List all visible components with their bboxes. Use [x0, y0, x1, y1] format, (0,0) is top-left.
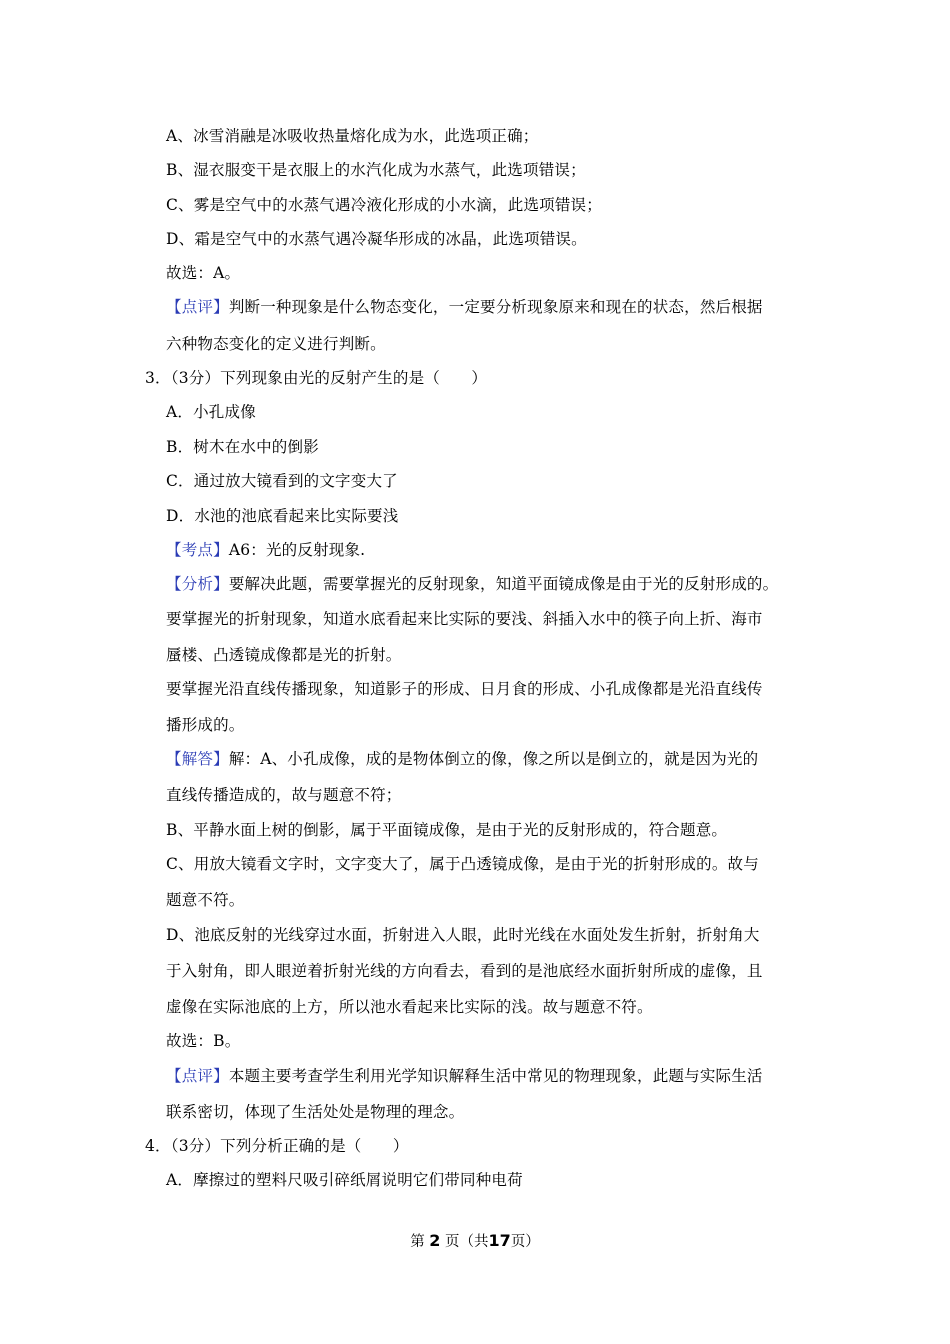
- q3-jieda: [166, 749, 758, 769]
- q3-fenxi-2: 要掌握光的折射现象，知道水底看起来比实际的要浅、斜插入水中的筷子向上折、海市: [166, 610, 763, 628]
- fenxi-tag: 【分析】: [166, 575, 229, 593]
- q3-jieda-4: C、用放大镜看文字时，文字变大了，属于凸透镜成像，是由于光的折射形成的。故与: [166, 855, 759, 873]
- q2-analysis-c: C、雾是空气中的水蒸气遇冷液化形成的小水滴，此选项错误；: [166, 196, 602, 214]
- q3-kaodian: [166, 540, 365, 560]
- q2-comment: [166, 297, 763, 317]
- q3-fenxi-5: 播形成的。: [166, 716, 245, 734]
- q3-option-b: B．树木在水中的倒影: [166, 438, 319, 456]
- q3-fenxi-4: 要掌握光沿直线传播现象，知道影子的形成、日月食的形成、小孔成像都是光沿直线传: [166, 680, 763, 698]
- q3-answer: 故选：B。: [166, 1032, 241, 1050]
- q3-jieda-6: D、池底反射的光线穿过水面，折射进入人眼，此时光线在水面处发生折射，折射角大: [166, 926, 760, 944]
- q2-analysis-d: D、霜是空气中的水蒸气遇冷凝华形成的冰晶，此选项错误。: [166, 230, 587, 248]
- jieda-tag: 【解答】: [166, 750, 229, 768]
- q3-dianping: [166, 1066, 763, 1086]
- dianping-tag: 【点评】: [166, 1067, 229, 1085]
- q2-answer: 故选：A。: [166, 264, 241, 282]
- q3-jieda-2: 直线传播造成的，故与题意不符；: [166, 786, 402, 804]
- footer-prefix: 第: [410, 1234, 425, 1250]
- total-pages: 17: [488, 1231, 511, 1250]
- kaodian-tag: 【考点】: [166, 541, 229, 559]
- q4-option-a: A．摩擦过的塑料尺吸引碎纸屑说明它们带同种电荷: [166, 1171, 523, 1189]
- q3-fenxi-3: 蜃楼、凸透镜成像都是光的折射。: [166, 646, 402, 664]
- q3-jieda-5: 题意不符。: [166, 891, 245, 909]
- jieda-text: 解：A、小孔成像，成的是物体倒立的像，像之所以是倒立的，就是因为光的: [228, 750, 759, 768]
- q3-option-d: D．水池的池底看起来比实际要浅: [166, 507, 399, 525]
- q2-comment-cont: 六种物态变化的定义进行判断。: [166, 335, 386, 353]
- page-number: 2: [429, 1231, 441, 1250]
- page-footer: [0, 1230, 950, 1251]
- q3-option-c: C．通过放大镜看到的文字变大了: [166, 472, 398, 490]
- q2-analysis-b: B、湿衣服变干是衣服上的水汽化成为水蒸气，此选项错误；: [166, 161, 586, 179]
- q3-stem: 3．（3分）下列现象由光的反射产生的是（ ）: [145, 369, 488, 387]
- comment-tag: 【点评】: [166, 298, 229, 316]
- comment-text: 判断一种现象是什么物态变化，一定要分析现象原来和现在的状态，然后根据: [228, 298, 763, 316]
- q2-analysis-a: A、冰雪消融是冰吸收热量熔化成为水，此选项正确；: [166, 127, 539, 145]
- kaodian-text: A6：光的反射现象.: [228, 541, 366, 559]
- q3-jieda-7: 于入射角，即人眼逆着折射光线的方向看去，看到的是池底经水面折射所成的虚像，且: [166, 962, 763, 980]
- q3-fenxi: [166, 574, 778, 594]
- fenxi-text: 要解决此题，需要掌握光的反射现象，知道平面镜成像是由于光的反射形成的。: [228, 575, 779, 593]
- q3-jieda-8: 虚像在实际池底的上方，所以池水看起来比实际的浅。故与题意不符。: [166, 998, 653, 1016]
- dianping-text: 本题主要考查学生利用光学知识解释生活中常见的物理现象，此题与实际生活: [228, 1067, 763, 1085]
- footer-suffix: 页）: [510, 1234, 540, 1250]
- q3-jieda-3: B、平静水面上树的倒影，属于平面镜成像，是由于光的反射形成的，符合题意。: [166, 821, 728, 839]
- q4-stem: 4．（3分）下列分析正确的是（ ）: [145, 1137, 409, 1155]
- q3-option-a: A．小孔成像: [166, 403, 256, 421]
- q3-dianping-2: 联系密切，体现了生活处处是物理的理念。: [166, 1103, 465, 1121]
- footer-mid: 页（共: [445, 1234, 489, 1250]
